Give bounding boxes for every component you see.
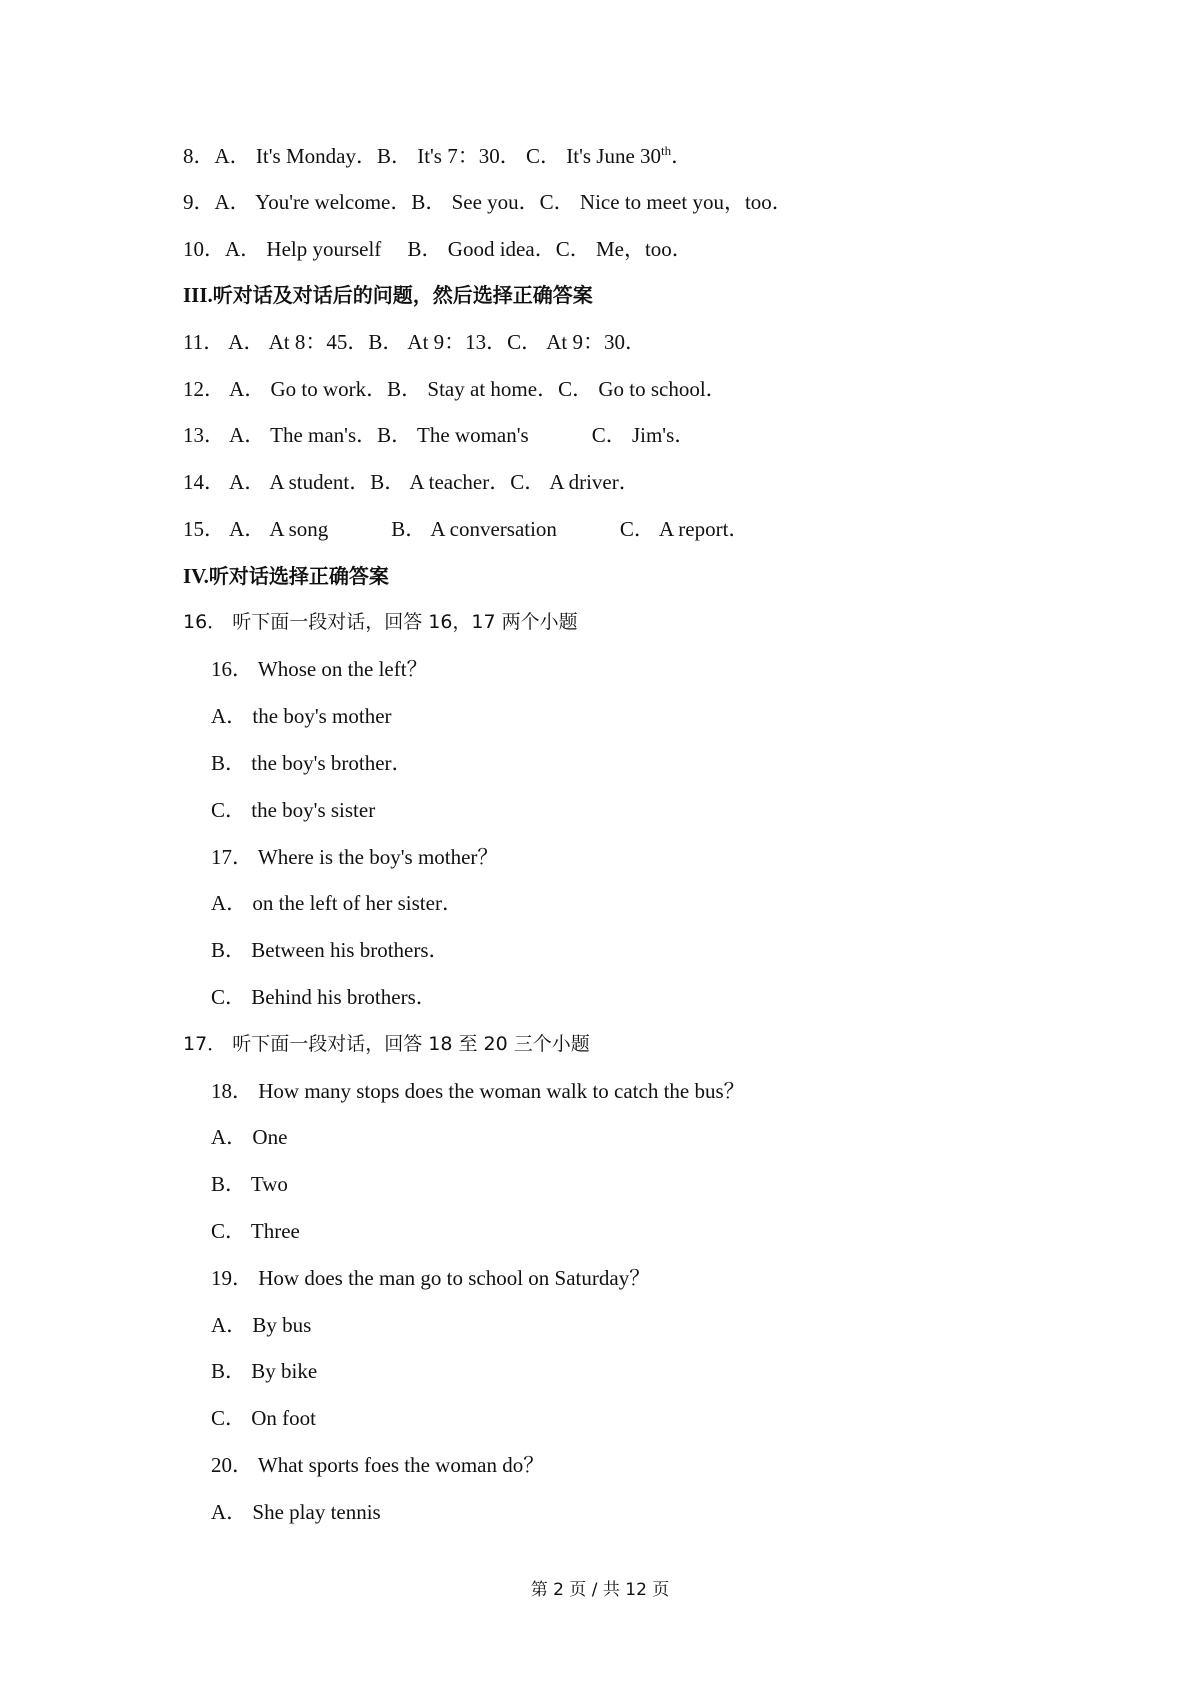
section-3-numeral: III. — [183, 283, 213, 307]
question-20-option-a: A． She play tennis — [211, 1500, 381, 1524]
group-17-intro: 17． 听下面一段对话，回答 18 至 20 三个小题 — [183, 1033, 590, 1055]
question-8-tail: ． — [671, 144, 693, 168]
question-16: 16． Whose on the left？ — [211, 657, 428, 681]
question-16-option-c: C． the boy's sister — [211, 798, 376, 822]
question-18: 18． How many stops does the woman walk to catch the bus？ — [211, 1079, 745, 1103]
question-18-option-c: C． Three — [211, 1219, 300, 1243]
question-19-option-a: A． By bus — [211, 1313, 312, 1337]
question-17-option-b: B． Between his brothers． — [211, 938, 450, 962]
question-18-option-a: A． One — [211, 1125, 288, 1149]
question-18-option-b: B． Two — [211, 1172, 288, 1196]
question-17-option-c: C． Behind his brothers． — [211, 985, 437, 1009]
page-footer: 第 2 页 / 共 12 页 — [530, 1580, 670, 1600]
question-19: 19． How does the man go to school on Saturday？ — [211, 1266, 651, 1290]
question-15: 15． A． A song B． A conversation C． A report． — [183, 517, 750, 541]
group-16-intro: 16． 听下面一段对话，回答 16，17 两个小题 — [183, 611, 578, 633]
question-16-option-a: A． the boy's mother — [211, 704, 392, 728]
section-3-title: 听对话及对话后的问题，然后选择正确答案 — [212, 283, 593, 307]
section-3-heading — [183, 281, 1140, 309]
question-12: 12． A． Go to work．B． Stay at home．C． Go to school． — [183, 377, 727, 401]
question-10: 10．A． Help yourself B． Good idea．C． Me，too． — [183, 237, 693, 261]
question-16-option-b: B． the boy's brother． — [211, 751, 413, 775]
question-17: 17． Where is the boy's mother？ — [211, 845, 499, 869]
question-9: 9．A． You're welcome．B． See you．C． Nice to meet you，too． — [183, 190, 793, 214]
question-20: 20． What sports foes the woman do？ — [211, 1453, 545, 1477]
question-19-option-c: C． On foot — [211, 1406, 316, 1430]
section-4-title: 听对话选择正确答案 — [208, 564, 389, 588]
question-8-superscript: th — [661, 143, 672, 158]
question-8-text: 8．A． It's Monday．B． It's 7：30． C． It's June 30 — [183, 144, 662, 168]
question-13: 13． A． The man's．B． The woman's C． Jim's． — [183, 423, 696, 447]
question-17-option-a: A． on the left of her sister． — [211, 891, 463, 915]
question-11: 11． A． At 8：45．B． At 9：13．C． At 9：30． — [183, 330, 647, 354]
section-4-numeral: IV. — [183, 564, 209, 588]
question-19-option-b: B． By bike — [211, 1359, 318, 1383]
section-4-heading — [183, 562, 1140, 590]
question-14: 14． A． A student．B． A teacher．C． A driver． — [183, 470, 640, 494]
question-8 — [183, 142, 1140, 170]
